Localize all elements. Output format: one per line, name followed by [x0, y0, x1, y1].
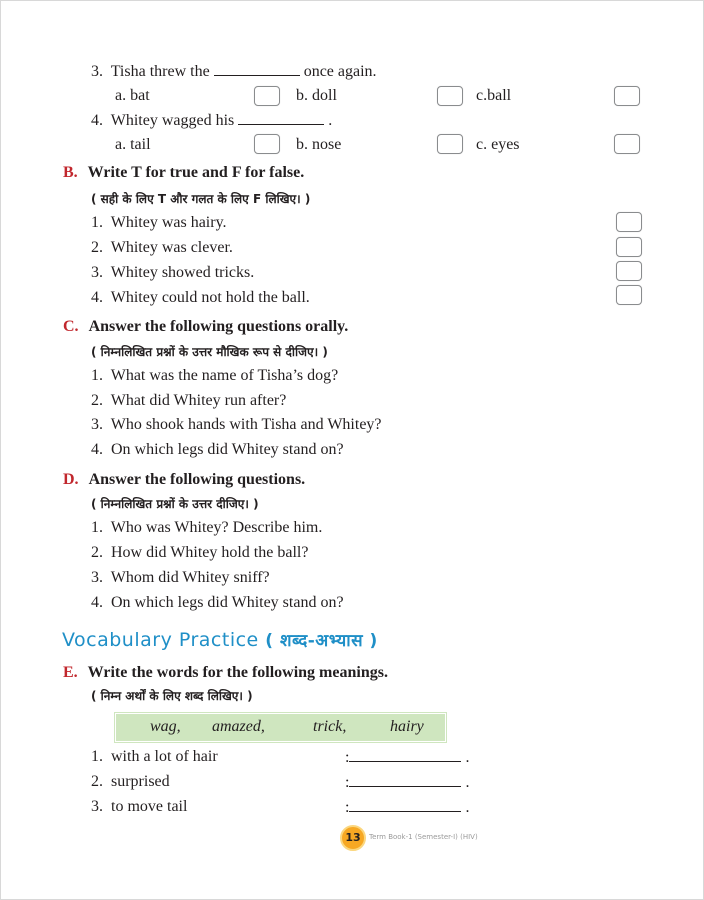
tf-box-1[interactable] — [616, 212, 642, 232]
section-b-heading — [63, 164, 304, 182]
option-a: a. tail — [115, 136, 151, 153]
list-item: 1. What was the name of Tisha’s dog? — [91, 367, 339, 384]
vocabulary-heading — [62, 628, 378, 651]
vocabulary-title: Vocabulary Practice — [62, 629, 259, 651]
section-c-hindi: ( निम्नलिखित प्रश्नों के उत्तर मौखिक रूप से दीजिए। ) — [91, 345, 328, 359]
word-option: hairy — [390, 718, 424, 735]
list-item: 4. On which legs did Whitey stand on? — [91, 594, 344, 611]
question-number: 4. — [91, 112, 103, 129]
word-option: amazed, — [212, 718, 265, 735]
answer-blank[interactable] — [238, 110, 324, 125]
option-b: b. doll — [296, 87, 337, 104]
list-item: 1. Who was Whitey? Describe him. — [91, 519, 323, 536]
word-option: wag, — [150, 718, 181, 735]
question-number: 3. — [91, 63, 103, 80]
section-letter: B. — [63, 164, 78, 181]
answer-blank[interactable] — [349, 797, 461, 812]
checkbox-q3-a[interactable] — [254, 86, 280, 106]
vocabulary-hindi: ( शब्द-अभ्यास ) — [265, 631, 378, 651]
list-item: 2. Whitey was clever. — [91, 239, 233, 256]
answer-line-2: : . — [345, 774, 470, 791]
option-b: b. nose — [296, 136, 342, 153]
section-letter: C. — [63, 318, 79, 335]
tf-box-4[interactable] — [616, 285, 642, 305]
question-text: Whitey wagged his — [110, 112, 235, 129]
checkbox-q4-c[interactable] — [614, 134, 640, 154]
list-item: 4. On which legs did Whitey stand on? — [91, 441, 344, 458]
question-text-end: . — [328, 112, 333, 129]
list-item: 2. How did Whitey hold the ball? — [91, 544, 309, 561]
list-item: 3. Whitey showed tricks. — [91, 264, 255, 281]
section-e-heading — [63, 664, 388, 682]
mcq-question-3 — [91, 61, 377, 82]
section-c-heading — [63, 318, 348, 336]
answer-line-1: : . — [345, 749, 470, 766]
tf-box-3[interactable] — [616, 261, 642, 281]
question-text-end: once again. — [303, 63, 377, 80]
answer-blank[interactable] — [349, 772, 461, 787]
question-text: Tisha threw the — [110, 63, 210, 80]
checkbox-q3-b[interactable] — [437, 86, 463, 106]
section-title: Write T for true and F for false. — [87, 164, 305, 181]
list-item: 3. Whom did Whitey sniff? — [91, 569, 270, 586]
section-d-heading — [63, 471, 305, 489]
list-item: 3. to move tail — [91, 798, 188, 815]
section-title: Write the words for the following meanings. — [87, 664, 388, 681]
section-letter: D. — [63, 471, 79, 488]
section-title: Answer the following questions. — [88, 471, 306, 488]
section-e-hindi: ( निम्न अर्थों के लिए शब्द लिखिए। ) — [91, 689, 253, 703]
word-box — [115, 713, 446, 742]
checkbox-q4-a[interactable] — [254, 134, 280, 154]
list-item: 2. surprised — [91, 773, 170, 790]
list-item: 1. Whitey was hairy. — [91, 214, 227, 231]
section-letter: E. — [63, 664, 78, 681]
section-title: Answer the following questions orally. — [88, 318, 349, 335]
option-c: c.ball — [476, 87, 512, 104]
footer-text: Term Book-1 (Semester-I) (HIV) — [369, 833, 478, 841]
page-number-badge: 13 — [340, 825, 366, 851]
section-b-hindi: ( सही के लिए T और गलत के लिए F लिखिए। ) — [91, 192, 311, 206]
list-item: 1. with a lot of hair — [91, 748, 218, 765]
answer-line-3: : . — [345, 799, 470, 816]
tf-box-2[interactable] — [616, 237, 642, 257]
answer-blank[interactable] — [349, 747, 461, 762]
mcq-question-4 — [91, 110, 332, 131]
list-item: 4. Whitey could not hold the ball. — [91, 289, 310, 306]
word-option: trick, — [313, 718, 347, 735]
section-d-hindi: ( निम्नलिखित प्रश्नों के उत्तर दीजिए। ) — [91, 497, 259, 511]
option-a: a. bat — [115, 87, 150, 104]
checkbox-q3-c[interactable] — [614, 86, 640, 106]
checkbox-q4-b[interactable] — [437, 134, 463, 154]
list-item: 3. Who shook hands with Tisha and Whitey? — [91, 416, 382, 433]
list-item: 2. What did Whitey run after? — [91, 392, 287, 409]
answer-blank[interactable] — [214, 61, 300, 76]
option-c: c. eyes — [476, 136, 520, 153]
